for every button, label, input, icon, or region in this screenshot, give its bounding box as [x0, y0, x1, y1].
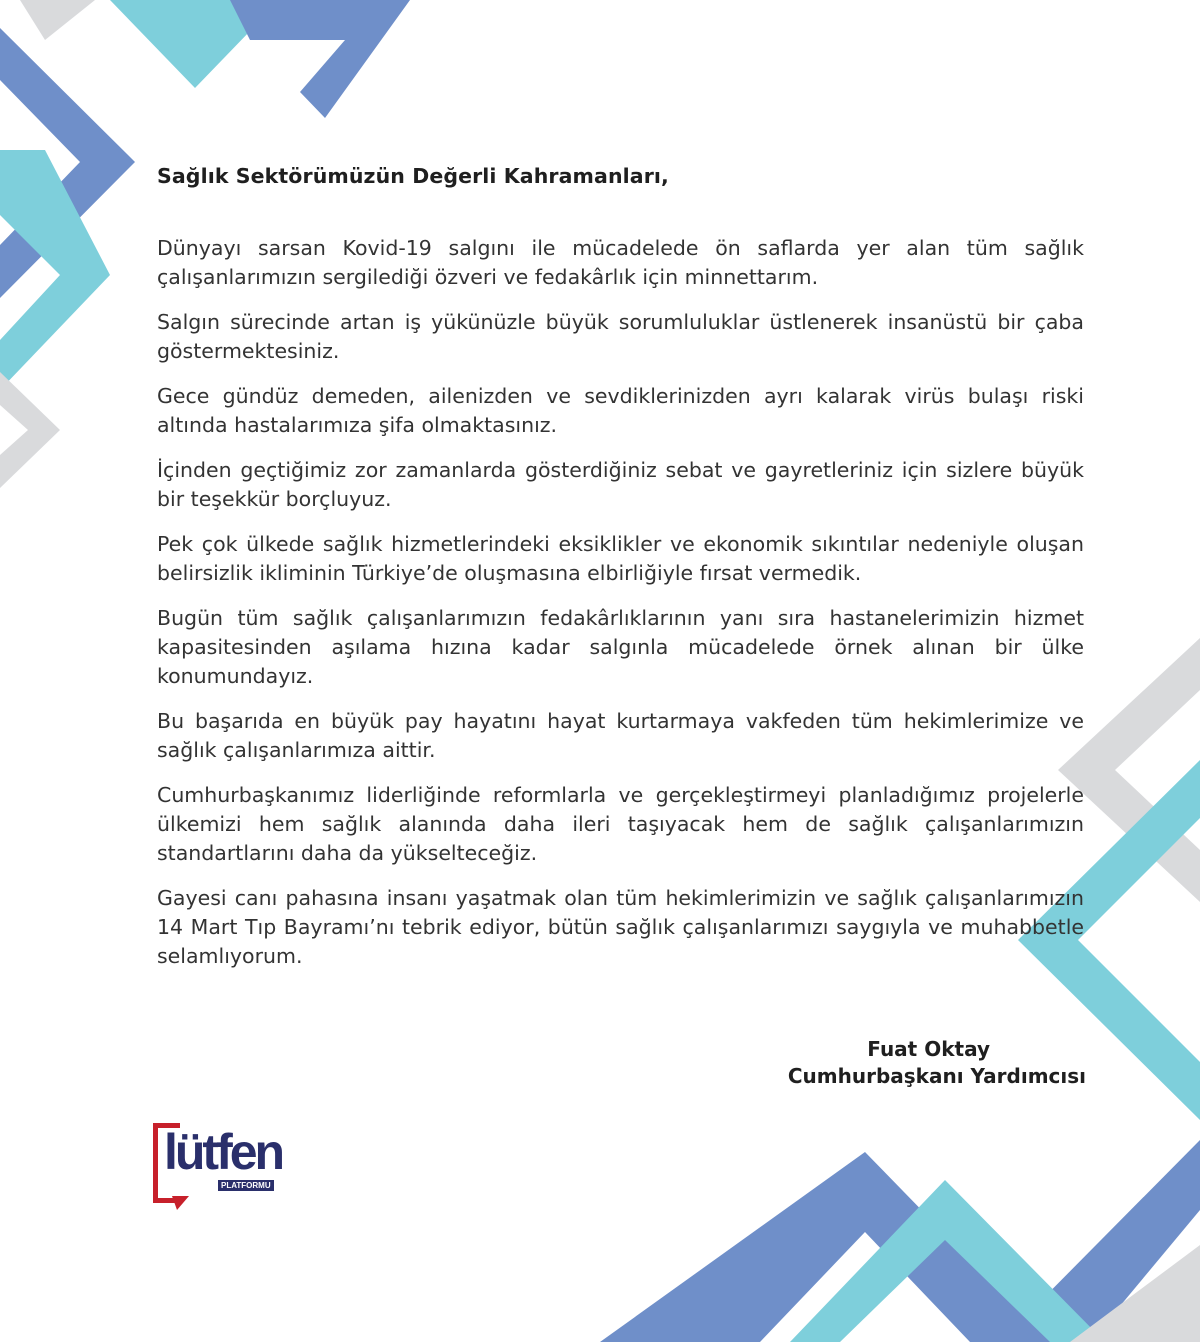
- letter-paragraph: Dünyayı sarsan Kovid-19 salgını ile mücadelede ön saflarda yer alan tüm sağlık çalışanlarımızın sergilediği özveri ve fedakârlık için minnettarım.: [157, 236, 1084, 289]
- chevron-shape: [230, 0, 410, 118]
- chevron-shape: [20, 0, 95, 40]
- letter-paragraph: Gayesi canı pahasına insanı yaşatmak olan tüm hekimlerimizin ve sağlık çalışanlarımızın 14 Mart Tıp Bayramı’nı tebrik ediyor, bütün sağlık çalışanlarımızı saygıyla ve muhabbetle selamlıyorum.: [157, 886, 1084, 968]
- letter-paragraph: İçinden geçtiğimiz zor zamanlarda gösterdiğiniz sebat ve gayretleriniz için sizlere büyük bir teşekkür borçluyuz.: [157, 458, 1084, 511]
- signature-block: [788, 1036, 1086, 1090]
- logo-subtitle: PLATFORMU: [218, 1180, 274, 1191]
- letter-paragraph: Gece gündüz demeden, ailenizden ve sevdiklerinizden ayrı kalarak virüs bulaşı riski altında hastalarımıza şifa olmaktasınız.: [157, 384, 1084, 437]
- letter-paragraph: Bu başarıda en büyük pay hayatını hayat kurtarmaya vakfeden tüm hekimlerimize ve sağlık çalışanlarımıza aittir.: [157, 709, 1084, 762]
- signature-name: Fuat Oktay: [867, 1037, 990, 1061]
- letter-salutation: Sağlık Sektörümüzün Değerli Kahramanları,: [157, 164, 669, 188]
- chevron-shape: [0, 372, 60, 488]
- lutfen-platformu-logo: [150, 1118, 283, 1210]
- logo-wordmark: lütfen: [164, 1124, 283, 1180]
- letter-paragraph: Pek çok ülkede sağlık hizmetlerindeki eksiklikler ve ekonomik sıkıntılar nedeniyle oluşan belirsizlik ikliminin Türkiye’de oluşmasına elbirliğiyle fırsat vermedik.: [157, 532, 1084, 585]
- speech-bubble-tail: [172, 1196, 189, 1210]
- letter-paragraph: Salgın sürecinde artan iş yükünüzle büyük sorumluluklar üstlenerek insanüstü bir çaba göstermektesiniz.: [157, 310, 1084, 363]
- letter-paragraphs: [157, 234, 1084, 971]
- signature-title: Cumhurbaşkanı Yardımcısı: [787, 1064, 1086, 1088]
- letter-paragraph: Cumhurbaşkanımız liderliğinde reformlarla ve gerçekleştirmeyi planladığımız projelerle ülkemizi hem sağlık alanında daha ileri taşıyacak hem de sağlık çalışanlarımızın standartlarını daha da yükselteceğiz.: [157, 783, 1084, 865]
- letter-body: [157, 164, 1084, 987]
- letter-paragraph: Bugün tüm sağlık çalışanlarımızın fedakârlıklarının yanı sıra hastanelerimizin hizmet kapasitesinden aşılama hızına kadar salgınla mücadelede örnek alınan bir ülke konumundayız.: [157, 606, 1084, 688]
